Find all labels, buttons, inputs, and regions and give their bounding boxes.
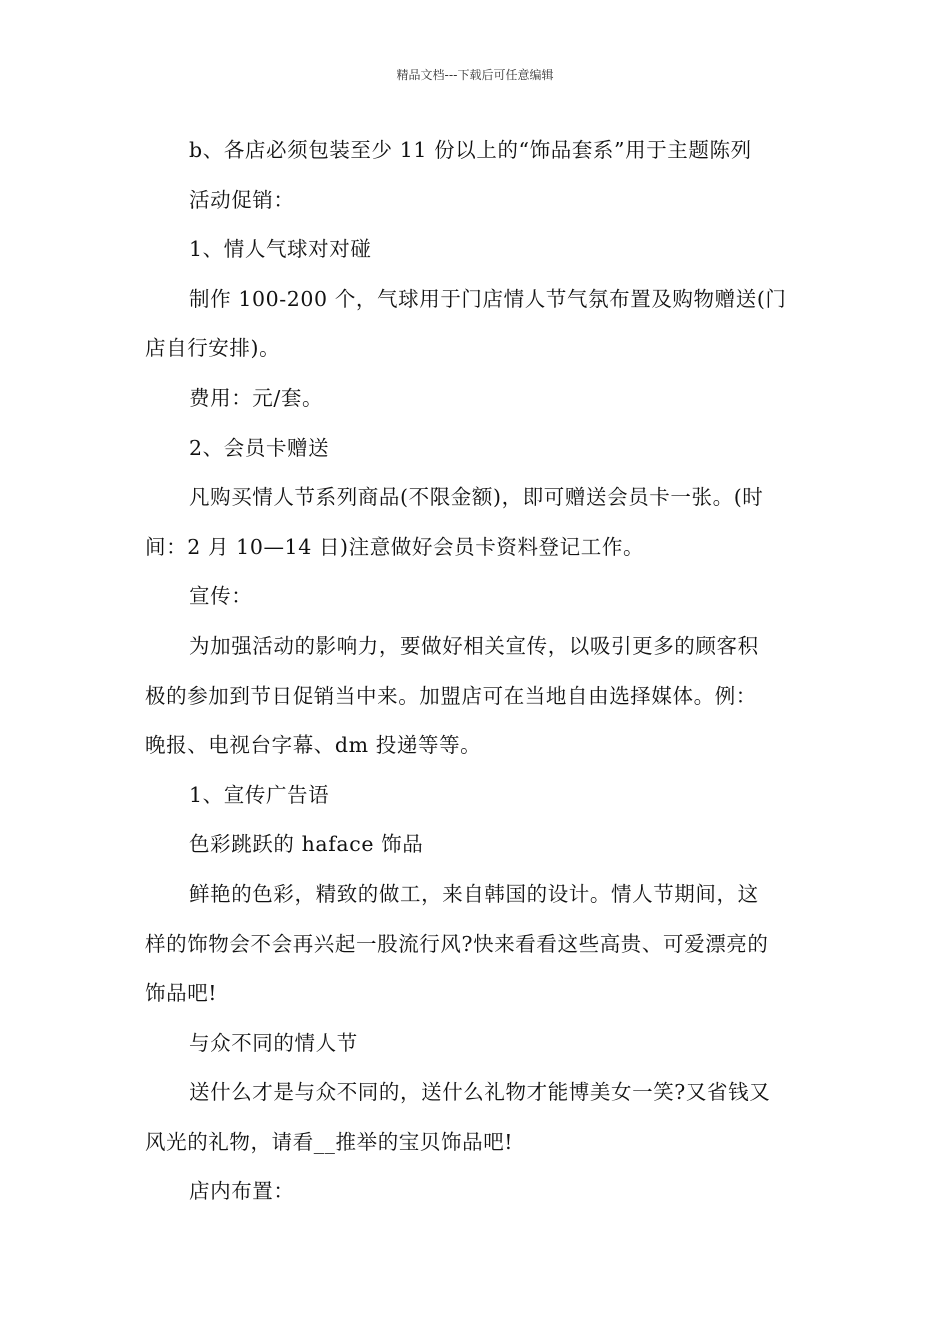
paragraph-line: 制作 100-200 个，气球用于门店情人节气氛布置及购物赠送(门 xyxy=(189,286,787,311)
paragraph-line: 饰品吧! xyxy=(145,981,218,1006)
paragraph-line: 费用：元/套。 xyxy=(189,385,324,410)
paragraph-line: 鲜艳的色彩，精致的做工，来自韩国的设计。情人节期间，这 xyxy=(189,881,759,906)
paragraph-line: 为加强活动的影响力，要做好相关宣传，以吸引更多的顾客积 xyxy=(189,633,759,658)
section-heading: 活动促销： xyxy=(189,187,295,212)
paragraph-line: 样的饰物会不会再兴起一股流行风?快来看看这些高贵、可爱漂亮的 xyxy=(145,931,769,956)
paragraph-line: 风光的礼物，请看__推举的宝贝饰品吧! xyxy=(145,1129,514,1154)
paragraph-line: 送什么才是与众不同的，送什么礼物才能博美女一笑?又省钱又 xyxy=(189,1080,771,1105)
document-body xyxy=(145,126,810,1217)
paragraph-line: 间：2 月 10—14 日)注意做好会员卡资料登记工作。 xyxy=(145,534,645,559)
slogan-title: 与众不同的情人节 xyxy=(189,1030,358,1055)
page-header: 精品文档---下载后可任意编辑 xyxy=(396,68,554,82)
subsection-heading: 2、会员卡赠送 xyxy=(189,435,330,460)
subsection-heading: 1、情人气球对对碰 xyxy=(189,237,372,262)
paragraph-line: 晚报、电视台字幕、dm 投递等等。 xyxy=(145,733,482,758)
paragraph-line: b、各店必须包装至少 11 份以上的“饰品套系”用于主题陈列 xyxy=(189,138,752,162)
paragraph-line: 极的参加到节日促销当中来。加盟店可在当地自由选择媒体。例： xyxy=(145,683,757,708)
slogan-title: 色彩跳跃的 haface 饰品 xyxy=(189,832,424,857)
paragraph-line: 店自行安排)。 xyxy=(145,336,281,361)
paragraph-line: 凡购买情人节系列商品(不限金额)，即可赠送会员卡一张。(时 xyxy=(189,485,764,510)
section-heading: 宣传： xyxy=(189,584,253,609)
subsection-heading: 1、宣传广告语 xyxy=(189,782,330,807)
section-heading: 店内布置： xyxy=(189,1179,295,1204)
